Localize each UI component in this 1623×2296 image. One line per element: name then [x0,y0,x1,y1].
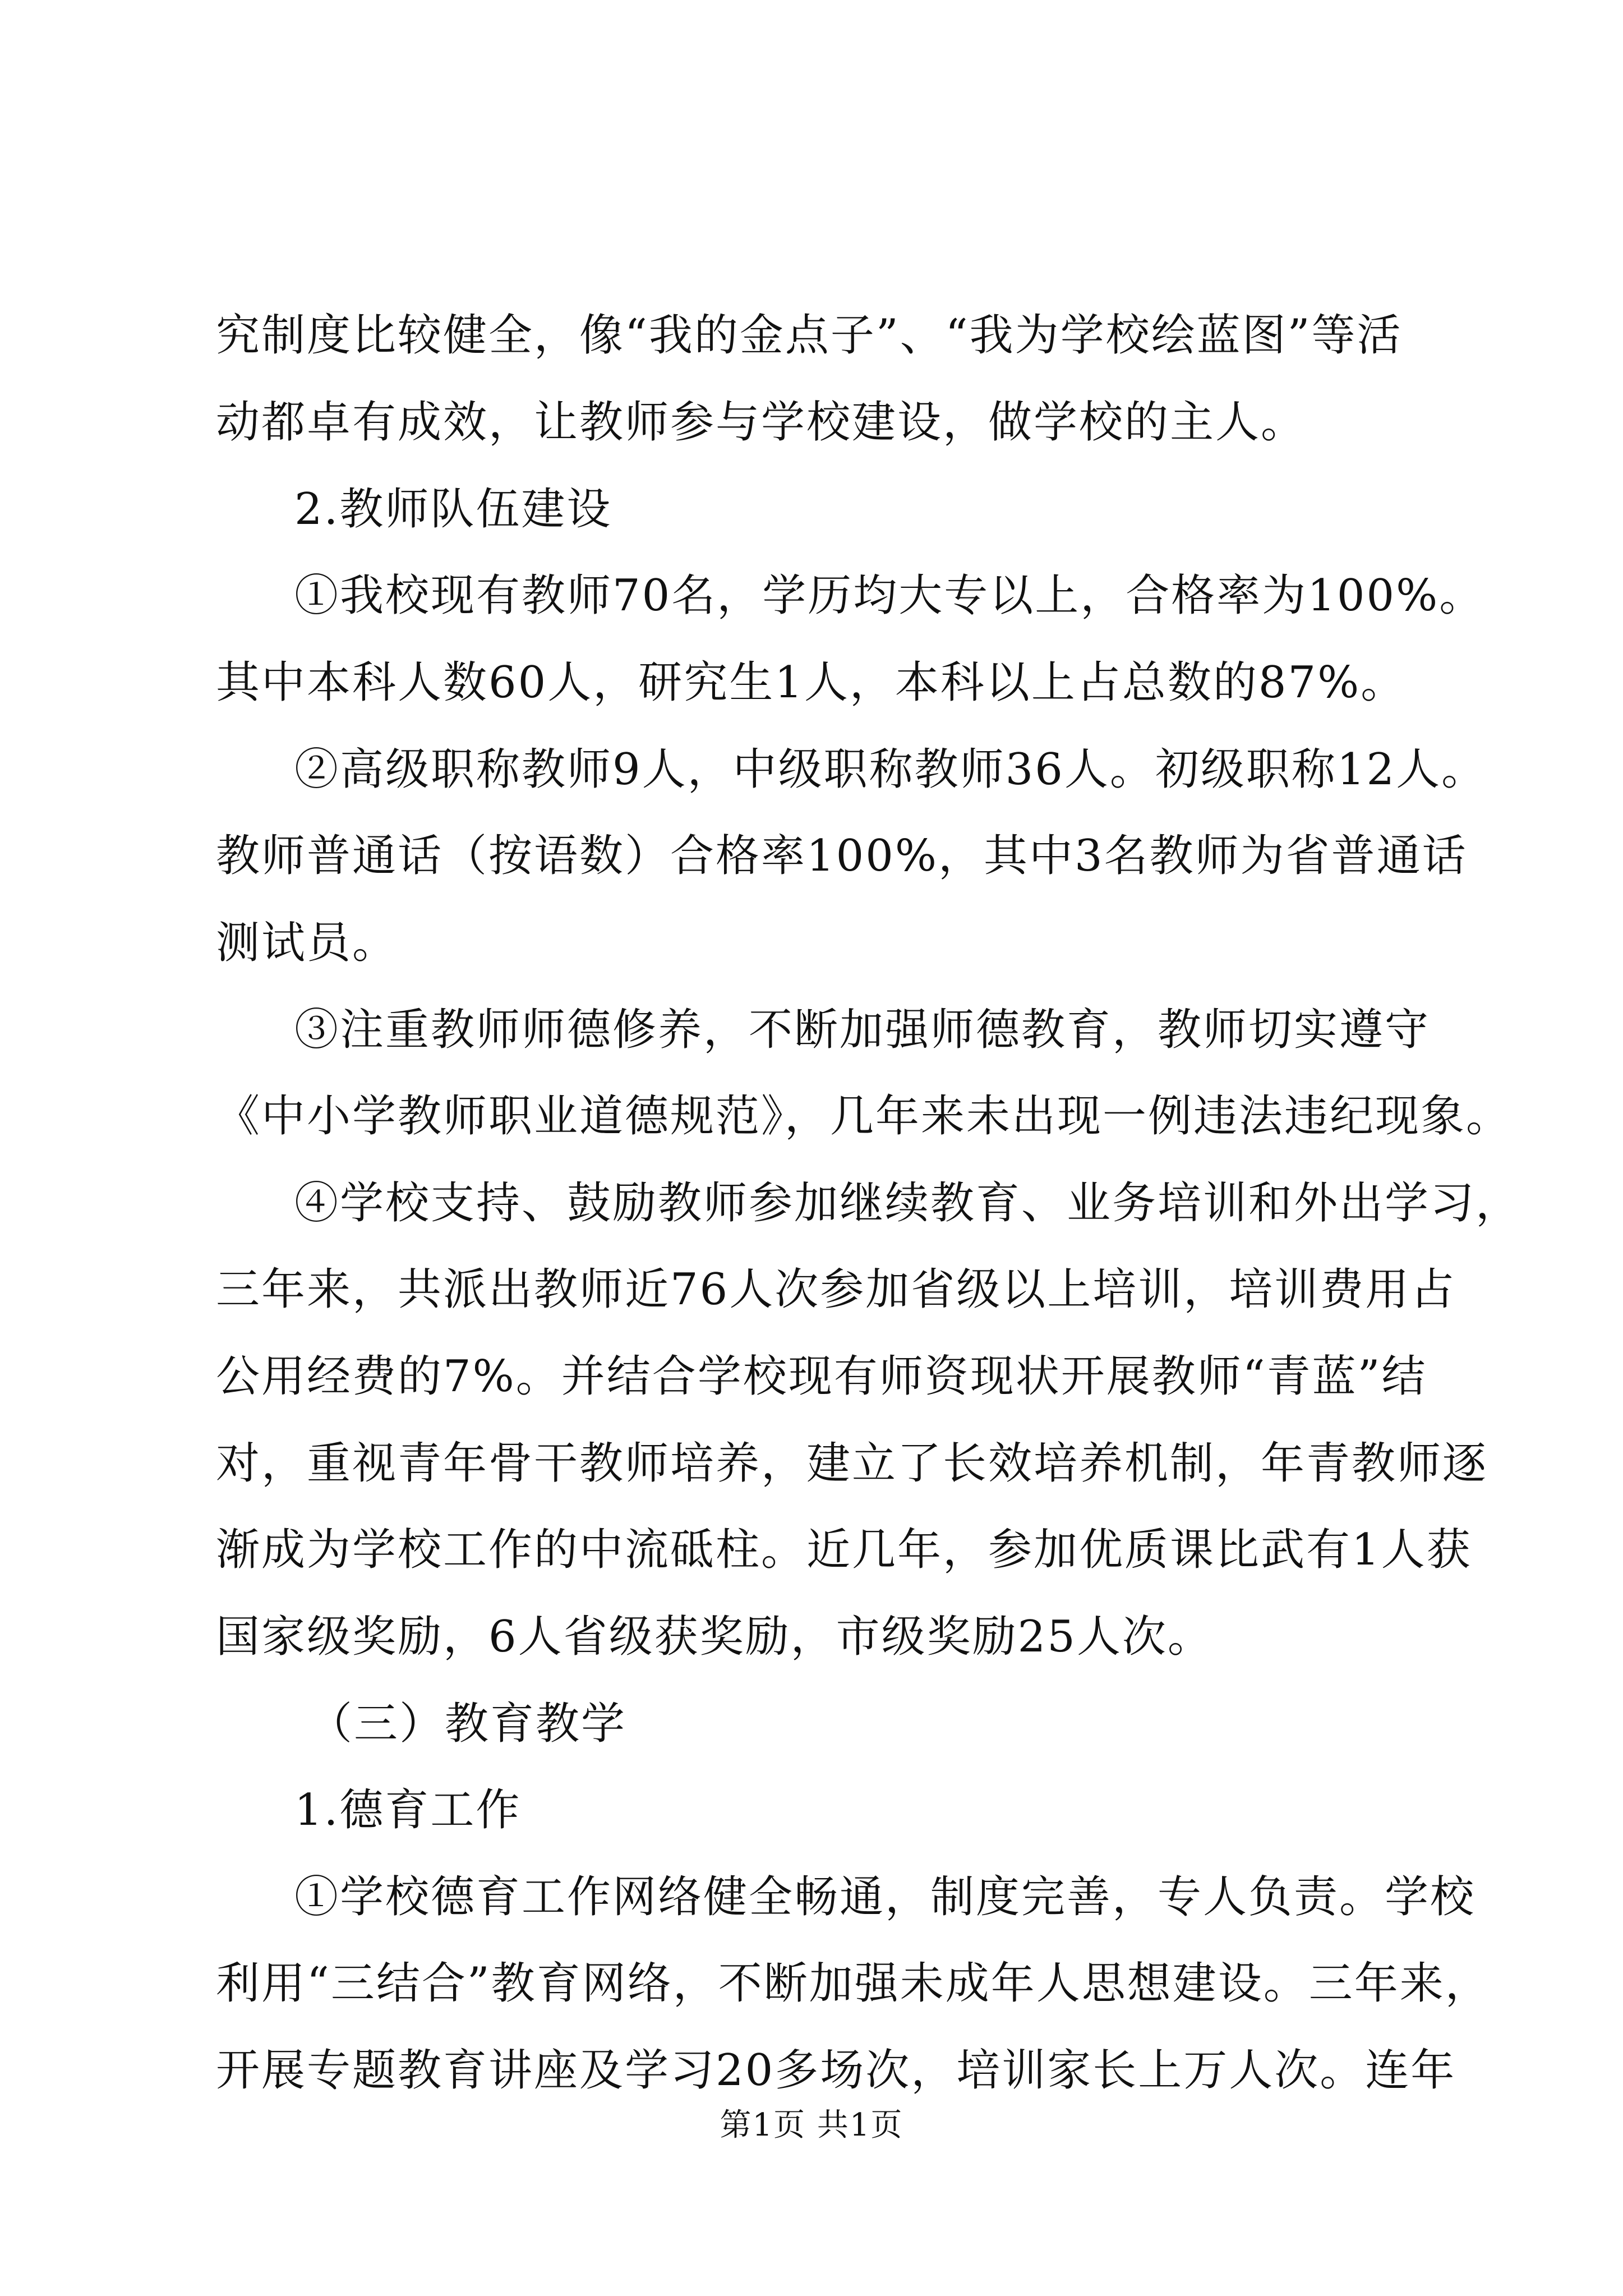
paragraph-line: 其中本科人数60人，研究生1人，本科以上占总数的87%。 [216,657,1407,708]
paragraph-line: ①学校德育工作网络健全畅通，制度完善，专人负责。学校 [294,1872,1476,1922]
page-footer: 第1页 共1页 [720,2107,903,2143]
section-heading: 2.教师队伍建设 [294,484,612,535]
paragraph-line: 动都卓有成效，让教师参与学校建设，做学校的主人。 [216,397,1307,448]
section-heading: 1.德育工作 [294,1785,522,1835]
paragraph-line: 对，重视青年骨干教师培养，建立了长效培养机制，年青教师逐 [216,1438,1488,1489]
paragraph-line: 教师普通话（按语数）合格率100%，其中3名教师为省普通话 [216,831,1468,881]
paragraph-line: ②高级职称教师9人，中级职称教师36人。初级职称12人。 [294,744,1487,795]
paragraph-line: 测试员。 [216,918,398,968]
paragraph-line: ③注重教师师德修养，不断加强师德教育，教师切实遵守 [294,1005,1431,1055]
paragraph-line: 国家级奖励，6人省级获奖励，市级奖励25人次。 [216,1612,1213,1662]
paragraph-line: 究制度比较健全，像“我的金点子”、“我为学校绘蓝图”等活 [216,310,1403,361]
paragraph-line: 《中小学教师职业道德规范》，几年来未出现一例违法违纪现象。 [216,1091,1512,1142]
paragraph-line: 公用经费的7%。并结合学校现有师资现状开展教师“青蓝”结 [216,1351,1427,1402]
paragraph-line: 渐成为学校工作的中流砥柱。近几年，参加优质课比武有1人获 [216,1525,1472,1575]
paragraph-line: ①我校现有教师70名，学历均大专以上，合格率为100%。 [294,570,1485,621]
paragraph-line: 利用“三结合”教育网络，不断加强未成年人思想建设。三年来， [216,1958,1491,2009]
paragraph-line: 三年来，共派出教师近76人次参加省级以上培训，培训费用占 [216,1264,1456,1315]
section-heading: （三）教育教学 [308,1699,627,1749]
paragraph-line: ④学校支持、鼓励教师参加继续教育、业务培训和外出学习， [294,1178,1521,1228]
paragraph-line: 开展专题教育讲座及学习20多场次，培训家长上万人次。连年 [216,2045,1456,2096]
